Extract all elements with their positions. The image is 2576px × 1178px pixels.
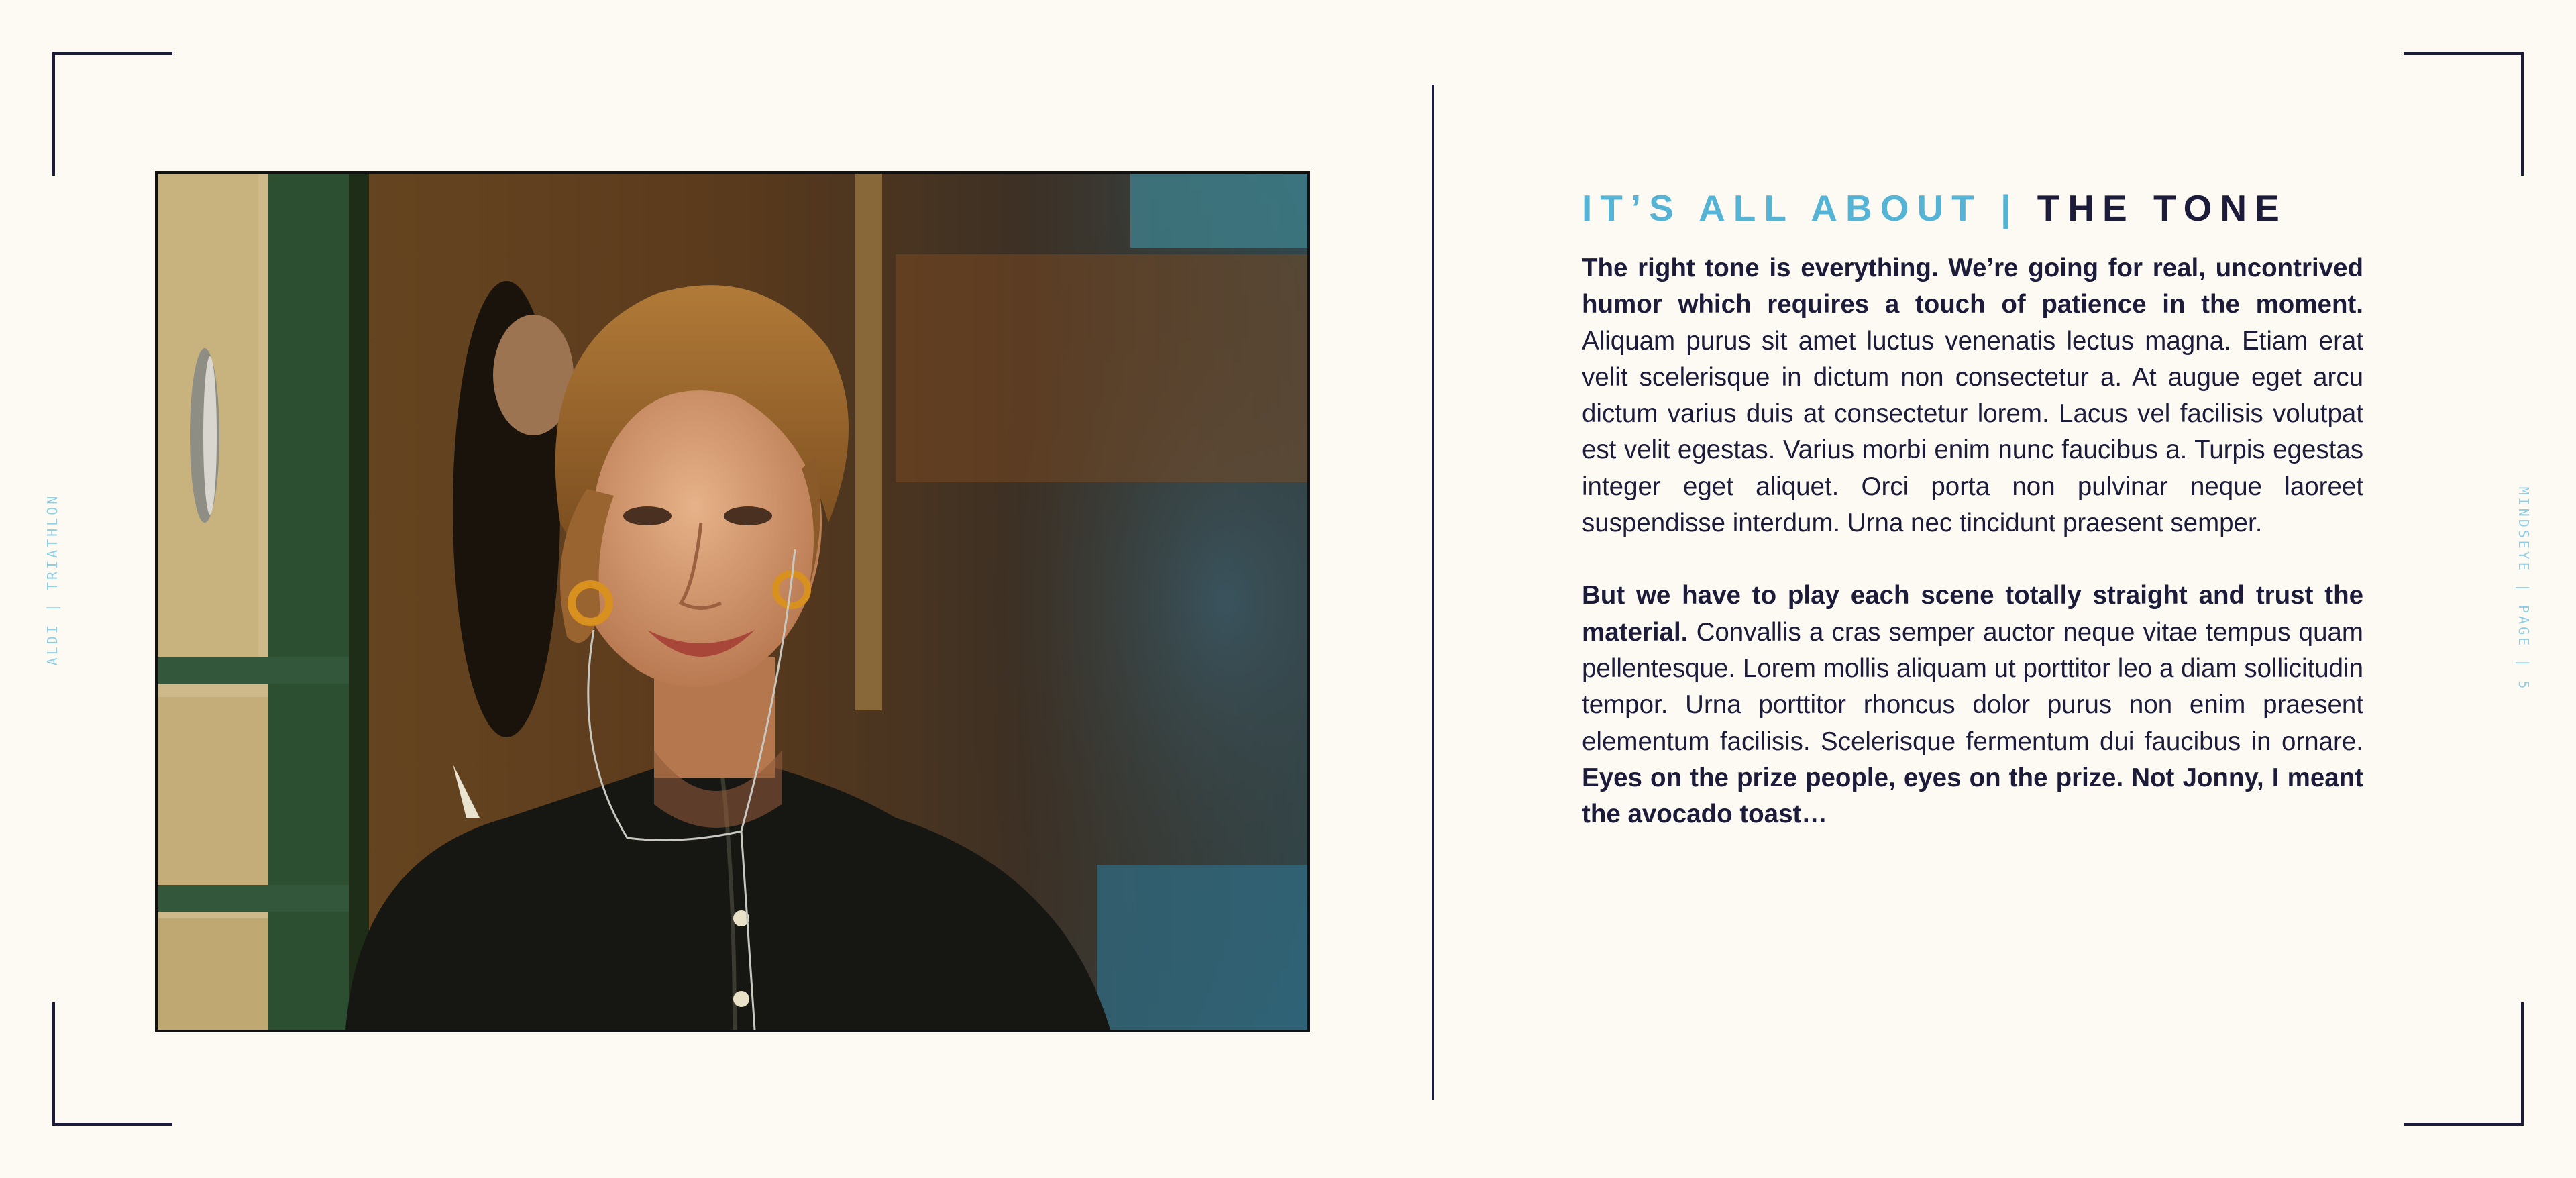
brand-name: MINDSEYE (2516, 486, 2532, 573)
headline-accent: IT’S ALL ABOUT (1582, 187, 1982, 229)
corner-mark-top-left (52, 52, 172, 176)
photo-illustration (158, 174, 1307, 1030)
paragraph-1 (1582, 250, 2363, 541)
body-copy (1582, 250, 2363, 869)
corner-mark-top-right (2404, 52, 2524, 176)
side-label-right (2516, 487, 2532, 692)
paragraph-2-text: Convallis a cras semper auctor neque vitae tempus quam pellentesque. Lorem mollis aliquam ut porttitor leo a diam sollicitudin tempor. Urna porttitor rhoncus dolor purus non enim praesent elementum facilisis. Scelerisque fermentum dui faucibus in ornare. (1582, 617, 2363, 756)
paragraph-2-bold-tail: Eyes on the prize people, eyes on the prize. Not Jonny, I meant the avocado toast… (1582, 763, 2363, 829)
paragraph-2 (1582, 578, 2363, 833)
center-divider (1432, 85, 1434, 1100)
page-number: 5 (2516, 680, 2532, 692)
separator: | (2516, 583, 2532, 595)
corner-mark-bottom-right (2404, 1002, 2524, 1126)
paragraph-1-bold: The right tone is everything. We’re going for real, uncontrived humor which requires a touch of patience in the moment. (1582, 254, 2363, 319)
paragraph-1-text: Aliquam purus sit amet luctus venenatis lectus magna. Etiam erat velit scelerisque in dictum non consectetur a. At augue eget arcu dictum varius duis at consectetur lorem. Lacus vel facilisis volutpat est velit egestas. Varius morbi enim nunc faucibus a. Turpis egestas integer eget aliquet. Orci porta non pulvinar neque laoreet suspendisse interdum. Urna nec tincidunt praesent semper. (1582, 326, 2363, 538)
headline-main: THE TONE (2037, 187, 2288, 229)
headline-divider: | (2000, 187, 2019, 229)
page-label: PAGE (2516, 605, 2532, 649)
portrait-photo (155, 171, 1310, 1032)
side-label-left: ALDI | TRIATHLON (44, 493, 60, 666)
paragraph-2-bold-lead: But we have to play each scene totally straight and trust the material. (1582, 581, 2363, 647)
separator: | (2516, 659, 2532, 670)
section-headline (1582, 186, 2288, 229)
